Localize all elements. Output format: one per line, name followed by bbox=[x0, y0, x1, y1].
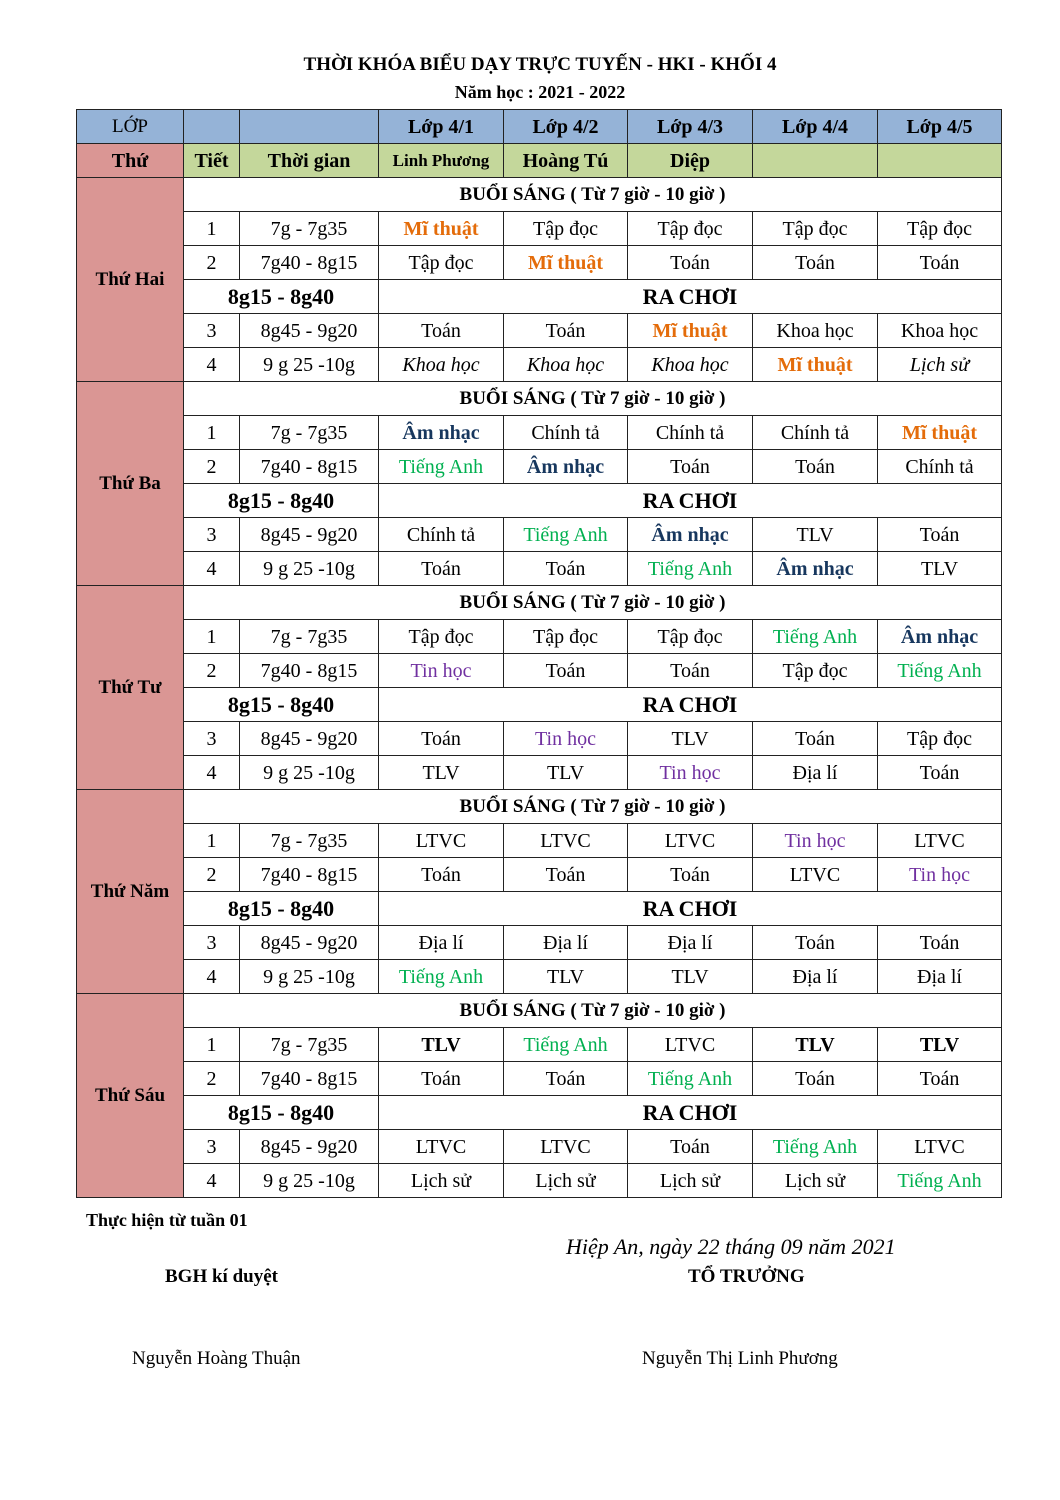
subject-cell: LTVC bbox=[753, 858, 878, 892]
subject-cell: Mĩ thuật bbox=[379, 212, 504, 246]
period-number: 1 bbox=[184, 824, 240, 858]
subject-cell: Tin học bbox=[753, 824, 878, 858]
subject-cell: TLV bbox=[379, 756, 504, 790]
period-number: 2 bbox=[184, 654, 240, 688]
subject-cell: Chính tả bbox=[878, 450, 1002, 484]
period-time: 9 g 25 -10g bbox=[240, 756, 379, 790]
teacher-name: Hoàng Tú bbox=[504, 144, 628, 178]
subject-cell: Toán bbox=[628, 1130, 753, 1164]
session-label: BUỔI SÁNG ( Từ 7 giờ - 10 giờ ) bbox=[184, 994, 1002, 1028]
day-name: Thứ Ba bbox=[77, 382, 184, 586]
period-number: 2 bbox=[184, 450, 240, 484]
subject-cell: Toán bbox=[753, 246, 878, 280]
period-time: 7g40 - 8g15 bbox=[240, 450, 379, 484]
period-row bbox=[77, 552, 1002, 586]
subject-cell: Tập đọc bbox=[504, 212, 628, 246]
class-header: Lớp 4/1 bbox=[379, 110, 504, 144]
teacher-name: Linh Phương bbox=[379, 144, 504, 178]
period-time: 9 g 25 -10g bbox=[240, 960, 379, 994]
subject-cell: Chính tả bbox=[628, 416, 753, 450]
period-time: 9 g 25 -10g bbox=[240, 1164, 379, 1198]
period-time: 8g45 - 9g20 bbox=[240, 314, 379, 348]
subject-cell: Toán bbox=[628, 450, 753, 484]
subject-cell: Âm nhạc bbox=[878, 620, 1002, 654]
head-role: TỔ TRƯỞNG bbox=[688, 1266, 805, 1287]
thoigian-header: Thời gian bbox=[240, 144, 379, 178]
period-row bbox=[77, 722, 1002, 756]
break-row bbox=[77, 484, 1002, 518]
subject-cell: Tiếng Anh bbox=[753, 620, 878, 654]
break-time: 8g15 - 8g40 bbox=[184, 892, 379, 926]
session-row bbox=[77, 790, 1002, 824]
subject-cell: TLV bbox=[628, 722, 753, 756]
subject-cell: Tập đọc bbox=[628, 620, 753, 654]
subject-cell: Tiếng Anh bbox=[628, 552, 753, 586]
approver-name: Nguyễn Hoàng Thuận bbox=[132, 1348, 301, 1369]
subject-cell: Tiếng Anh bbox=[878, 1164, 1002, 1198]
subject-cell: Tập đọc bbox=[878, 722, 1002, 756]
head-name: Nguyễn Thị Linh Phương bbox=[642, 1348, 838, 1369]
school-year: Năm học : 2021 - 2022 bbox=[454, 82, 626, 102]
subject-cell: Tiếng Anh bbox=[628, 1062, 753, 1096]
subject-cell: Khoa học bbox=[878, 314, 1002, 348]
class-header: Lớp 4/4 bbox=[753, 110, 878, 144]
subject-cell: Chính tả bbox=[379, 518, 504, 552]
period-number: 3 bbox=[184, 722, 240, 756]
break-label: RA CHƠI bbox=[379, 688, 1002, 722]
effective-note: Thực hiện từ tuần 01 bbox=[86, 1210, 248, 1230]
class-header: Lớp 4/2 bbox=[504, 110, 628, 144]
period-row bbox=[77, 756, 1002, 790]
session-label: BUỔI SÁNG ( Từ 7 giờ - 10 giờ ) bbox=[184, 382, 1002, 416]
period-row bbox=[77, 1130, 1002, 1164]
session-label: BUỔI SÁNG ( Từ 7 giờ - 10 giờ ) bbox=[184, 586, 1002, 620]
subject-cell: Địa lí bbox=[753, 960, 878, 994]
approver-role: BGH kí duyệt bbox=[165, 1266, 278, 1287]
subject-cell: Tin học bbox=[504, 722, 628, 756]
subject-cell: TLV bbox=[753, 1028, 878, 1062]
break-time: 8g15 - 8g40 bbox=[184, 1096, 379, 1130]
period-row bbox=[77, 1062, 1002, 1096]
subject-cell: Địa lí bbox=[878, 960, 1002, 994]
period-number: 3 bbox=[184, 314, 240, 348]
period-time: 9 g 25 -10g bbox=[240, 552, 379, 586]
period-time: 8g45 - 9g20 bbox=[240, 1130, 379, 1164]
session-row bbox=[77, 178, 1002, 212]
period-number: 3 bbox=[184, 1130, 240, 1164]
subject-cell: Toán bbox=[504, 654, 628, 688]
subject-cell: Toán bbox=[753, 926, 878, 960]
period-row bbox=[77, 450, 1002, 484]
subject-cell: LTVC bbox=[628, 824, 753, 858]
subject-cell: Địa lí bbox=[628, 926, 753, 960]
break-label: RA CHƠI bbox=[379, 1096, 1002, 1130]
period-row bbox=[77, 314, 1002, 348]
subject-cell: Chính tả bbox=[504, 416, 628, 450]
period-number: 4 bbox=[184, 348, 240, 382]
period-time: 7g40 - 8g15 bbox=[240, 246, 379, 280]
period-row bbox=[77, 960, 1002, 994]
period-time: 8g45 - 9g20 bbox=[240, 926, 379, 960]
period-number: 1 bbox=[184, 416, 240, 450]
period-row bbox=[77, 824, 1002, 858]
subject-cell: TLV bbox=[878, 1028, 1002, 1062]
subject-cell: Toán bbox=[379, 722, 504, 756]
subject-cell: TLV bbox=[628, 960, 753, 994]
subject-cell: TLV bbox=[379, 1028, 504, 1062]
subject-cell: Toán bbox=[878, 926, 1002, 960]
break-label: RA CHƠI bbox=[379, 280, 1002, 314]
subject-cell: TLV bbox=[753, 518, 878, 552]
period-time: 7g - 7g35 bbox=[240, 416, 379, 450]
header-row-classes bbox=[77, 110, 1002, 144]
subject-cell: Tiếng Anh bbox=[379, 960, 504, 994]
header-row-teachers bbox=[77, 144, 1002, 178]
document-title: THỜI KHÓA BIỂU DẠY TRỰC TUYẾN - HKI - KHỐI 4 bbox=[303, 54, 777, 75]
subject-cell: Khoa học bbox=[753, 314, 878, 348]
period-number: 2 bbox=[184, 246, 240, 280]
period-number: 4 bbox=[184, 1164, 240, 1198]
subject-cell: LTVC bbox=[628, 1028, 753, 1062]
period-row bbox=[77, 858, 1002, 892]
break-time: 8g15 - 8g40 bbox=[184, 688, 379, 722]
subject-cell: Mĩ thuật bbox=[628, 314, 753, 348]
subject-cell: Tập đọc bbox=[379, 620, 504, 654]
period-row bbox=[77, 654, 1002, 688]
subject-cell: Khoa học bbox=[504, 348, 628, 382]
subject-cell: Tập đọc bbox=[628, 212, 753, 246]
session-row bbox=[77, 382, 1002, 416]
period-row bbox=[77, 348, 1002, 382]
period-row bbox=[77, 246, 1002, 280]
period-row bbox=[77, 926, 1002, 960]
subject-cell: Toán bbox=[878, 1062, 1002, 1096]
subject-cell: Toán bbox=[504, 552, 628, 586]
day-name: Thứ Sáu bbox=[77, 994, 184, 1198]
period-time: 7g40 - 8g15 bbox=[240, 858, 379, 892]
period-number: 4 bbox=[184, 756, 240, 790]
subject-cell: Toán bbox=[878, 518, 1002, 552]
subject-cell: LTVC bbox=[504, 1130, 628, 1164]
subject-cell: Âm nhạc bbox=[753, 552, 878, 586]
break-row bbox=[77, 892, 1002, 926]
break-time: 8g15 - 8g40 bbox=[184, 280, 379, 314]
period-row bbox=[77, 518, 1002, 552]
period-number: 4 bbox=[184, 552, 240, 586]
subject-cell: Toán bbox=[379, 1062, 504, 1096]
subject-cell: Toán bbox=[628, 654, 753, 688]
subject-cell: Lịch sử bbox=[504, 1164, 628, 1198]
teacher-name: Diệp bbox=[628, 144, 753, 178]
subject-cell: Lịch sử bbox=[628, 1164, 753, 1198]
break-label: RA CHƠI bbox=[379, 892, 1002, 926]
period-number: 1 bbox=[184, 620, 240, 654]
day-name: Thứ Năm bbox=[77, 790, 184, 994]
blank-header bbox=[240, 110, 379, 144]
day-name: Thứ Hai bbox=[77, 178, 184, 382]
subject-cell: Toán bbox=[878, 756, 1002, 790]
subject-cell: Toán bbox=[878, 246, 1002, 280]
subject-cell: Tập đọc bbox=[753, 654, 878, 688]
subject-cell: Âm nhạc bbox=[504, 450, 628, 484]
subject-cell: Địa lí bbox=[753, 756, 878, 790]
period-time: 7g - 7g35 bbox=[240, 824, 379, 858]
subject-cell: Toán bbox=[753, 722, 878, 756]
subject-cell: Địa lí bbox=[379, 926, 504, 960]
period-number: 4 bbox=[184, 960, 240, 994]
period-row bbox=[77, 1164, 1002, 1198]
tiet-header: Tiết bbox=[184, 144, 240, 178]
session-label: BUỔI SÁNG ( Từ 7 giờ - 10 giờ ) bbox=[184, 178, 1002, 212]
subject-cell: Lịch sử bbox=[753, 1164, 878, 1198]
teacher-name bbox=[753, 144, 878, 178]
subject-cell: Toán bbox=[379, 314, 504, 348]
subject-cell: Mĩ thuật bbox=[753, 348, 878, 382]
subject-cell: Toán bbox=[504, 314, 628, 348]
session-row bbox=[77, 994, 1002, 1028]
subject-cell: Tập đọc bbox=[504, 620, 628, 654]
subject-cell: Tiếng Anh bbox=[504, 1028, 628, 1062]
subject-cell: Tin học bbox=[379, 654, 504, 688]
period-number: 3 bbox=[184, 926, 240, 960]
subject-cell: Địa lí bbox=[504, 926, 628, 960]
period-time: 8g45 - 9g20 bbox=[240, 722, 379, 756]
break-row bbox=[77, 688, 1002, 722]
subject-cell: LTVC bbox=[878, 1130, 1002, 1164]
lop-header: LỚP bbox=[77, 110, 184, 144]
subject-cell: TLV bbox=[878, 552, 1002, 586]
subject-cell: Toán bbox=[628, 246, 753, 280]
period-row bbox=[77, 620, 1002, 654]
session-row bbox=[77, 586, 1002, 620]
period-number: 2 bbox=[184, 1062, 240, 1096]
subject-cell: Toán bbox=[504, 1062, 628, 1096]
place-date: Hiệp An, ngày 22 tháng 09 năm 2021 bbox=[566, 1234, 896, 1259]
subject-cell: Tập đọc bbox=[753, 212, 878, 246]
subject-cell: Toán bbox=[504, 858, 628, 892]
session-label: BUỔI SÁNG ( Từ 7 giờ - 10 giờ ) bbox=[184, 790, 1002, 824]
subject-cell: Toán bbox=[379, 552, 504, 586]
subject-cell: Chính tả bbox=[753, 416, 878, 450]
day-name: Thứ Tư bbox=[77, 586, 184, 790]
subject-cell: Khoa học bbox=[628, 348, 753, 382]
period-time: 9 g 25 -10g bbox=[240, 348, 379, 382]
period-time: 7g - 7g35 bbox=[240, 620, 379, 654]
subject-cell: Tin học bbox=[628, 756, 753, 790]
period-number: 1 bbox=[184, 212, 240, 246]
period-row bbox=[77, 212, 1002, 246]
class-header: Lớp 4/5 bbox=[878, 110, 1002, 144]
subject-cell: Tập đọc bbox=[878, 212, 1002, 246]
subject-cell: Toán bbox=[753, 450, 878, 484]
subject-cell: Lịch sử bbox=[379, 1164, 504, 1198]
period-number: 3 bbox=[184, 518, 240, 552]
period-time: 7g40 - 8g15 bbox=[240, 1062, 379, 1096]
period-time: 7g - 7g35 bbox=[240, 1028, 379, 1062]
period-time: 7g40 - 8g15 bbox=[240, 654, 379, 688]
subject-cell: Toán bbox=[379, 858, 504, 892]
subject-cell: Mĩ thuật bbox=[504, 246, 628, 280]
thu-header: Thứ bbox=[77, 144, 184, 178]
subject-cell: Tiếng Anh bbox=[753, 1130, 878, 1164]
subject-cell: Tiếng Anh bbox=[504, 518, 628, 552]
subject-cell: Lịch sử bbox=[878, 348, 1002, 382]
period-number: 1 bbox=[184, 1028, 240, 1062]
subject-cell: TLV bbox=[504, 960, 628, 994]
break-row bbox=[77, 280, 1002, 314]
subject-cell: TLV bbox=[504, 756, 628, 790]
break-time: 8g15 - 8g40 bbox=[184, 484, 379, 518]
subject-cell: Âm nhạc bbox=[628, 518, 753, 552]
blank-header bbox=[184, 110, 240, 144]
subject-cell: Khoa học bbox=[379, 348, 504, 382]
subject-cell: LTVC bbox=[379, 1130, 504, 1164]
class-header: Lớp 4/3 bbox=[628, 110, 753, 144]
period-number: 2 bbox=[184, 858, 240, 892]
subject-cell: Mĩ thuật bbox=[878, 416, 1002, 450]
break-row bbox=[77, 1096, 1002, 1130]
subject-cell: Tập đọc bbox=[379, 246, 504, 280]
subject-cell: Toán bbox=[628, 858, 753, 892]
subject-cell: Tiếng Anh bbox=[878, 654, 1002, 688]
subject-cell: Âm nhạc bbox=[379, 416, 504, 450]
period-row bbox=[77, 416, 1002, 450]
period-time: 7g - 7g35 bbox=[240, 212, 379, 246]
break-label: RA CHƠI bbox=[379, 484, 1002, 518]
subject-cell: LTVC bbox=[878, 824, 1002, 858]
timetable bbox=[76, 109, 1002, 1198]
teacher-name bbox=[878, 144, 1002, 178]
subject-cell: Tin học bbox=[878, 858, 1002, 892]
period-time: 8g45 - 9g20 bbox=[240, 518, 379, 552]
subject-cell: LTVC bbox=[379, 824, 504, 858]
subject-cell: LTVC bbox=[504, 824, 628, 858]
subject-cell: Toán bbox=[753, 1062, 878, 1096]
period-row bbox=[77, 1028, 1002, 1062]
subject-cell: Tiếng Anh bbox=[379, 450, 504, 484]
